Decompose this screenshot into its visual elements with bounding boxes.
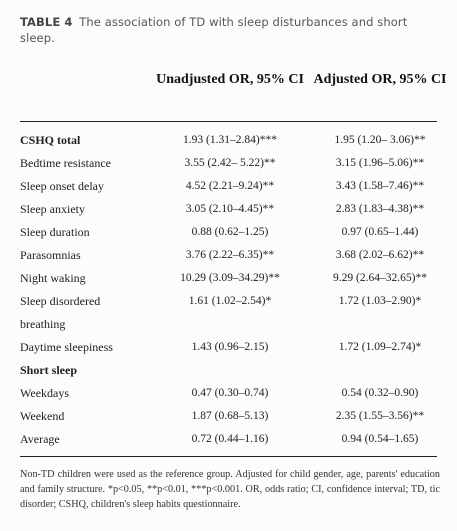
unadjusted-or-cell: 4.52 (2.21–9.24)**: [185, 180, 275, 192]
unadjusted-or-cell: 1.43 (0.96–2.15): [191, 341, 269, 353]
table-row: [0, 221, 457, 244]
unadjusted-or-cell: 1.87 (0.68–5.13): [191, 410, 269, 422]
row-label: CSHQ total: [20, 133, 81, 147]
adjusted-or-cell: 2.35 (1.55–3.56)**: [335, 410, 425, 422]
row-label: breathing: [20, 317, 66, 331]
adjusted-or-cell: 3.15 (1.96–5.06)**: [335, 157, 425, 169]
row-label: Average: [20, 432, 60, 446]
adjusted-or-cell: 2.83 (1.83–4.38)**: [335, 203, 425, 215]
adjusted-or-cell: 1.95 (1.20– 3.06)**: [334, 134, 426, 146]
unadjusted-or-cell: 3.55 (2.42– 5.22)**: [184, 157, 276, 169]
table-row: [0, 244, 457, 267]
unadjusted-or-cell: 3.05 (2.10–4.45)**: [185, 203, 275, 215]
table-caption: [20, 14, 440, 46]
row-label: Weekend: [20, 409, 65, 423]
table-row: [0, 359, 457, 382]
adjusted-or-cell: 3.43 (1.58–7.46)**: [335, 180, 425, 192]
table-footnote: Non-TD children were used as the reference group. Adjusted for child gender, age, parents' education and family structure. *p<0.05, **p<0.01, ***p<0.001. OR, odds ratio; CI, confidence interval; TD, tic disorder; CSHQ, children's sleep habits questionnaire.: [20, 469, 440, 510]
unadjusted-or-cell: 0.88 (0.62–1.25): [191, 226, 269, 238]
unadjusted-or-cell: 3.76 (2.22–6.35)**: [185, 249, 275, 261]
adjusted-or-cell: 1.72 (1.09–2.74)*: [338, 341, 422, 353]
table-label: TABLE 4: [20, 15, 73, 29]
table-row: [0, 405, 457, 428]
unadjusted-or-cell: 1.61 (1.02–2.54)*: [188, 295, 272, 307]
row-label: Bedtime resistance: [20, 156, 111, 170]
table-row: [0, 198, 457, 221]
row-label: Night waking: [20, 271, 86, 285]
unadjusted-or-cell: 10.29 (3.09–34.29)**: [180, 272, 280, 284]
header-rule: [20, 121, 437, 122]
row-label: Daytime sleepiness: [20, 340, 113, 354]
table-row: [0, 152, 457, 175]
row-label: Sleep duration: [20, 225, 90, 239]
adjusted-or-cell: 9.29 (2.64–32.65)**: [333, 272, 427, 284]
row-label: Parasomnias: [20, 248, 81, 262]
adjusted-or-cell: 1.72 (1.03–2.90)*: [338, 295, 422, 307]
table-row: [0, 267, 457, 290]
table-row: [0, 129, 457, 152]
column-header-unadjusted: Unadjusted OR, 95% CI: [156, 72, 304, 87]
row-label: Sleep disordered: [20, 294, 101, 308]
row-label: Sleep anxiety: [20, 202, 85, 216]
unadjusted-or-cell: 1.93 (1.31–2.84)***: [183, 134, 277, 146]
table-row: [0, 290, 457, 313]
table-row: [0, 175, 457, 198]
table-row: [0, 428, 457, 451]
adjusted-or-cell: 0.54 (0.32–0.90): [341, 387, 419, 399]
adjusted-or-cell: 3.68 (2.02–6.62)**: [335, 249, 425, 261]
row-label: Short sleep: [20, 363, 77, 377]
bottom-rule: [20, 456, 437, 457]
table-title-text: The association of TD with sleep disturbances and short sleep.: [20, 15, 408, 45]
table-row: [0, 313, 457, 336]
adjusted-or-cell: 0.97 (0.65–1.44): [341, 226, 419, 238]
row-label: Weekdays: [20, 386, 70, 400]
adjusted-or-cell: 0.94 (0.54–1.65): [341, 433, 419, 445]
column-header-adjusted: Adjusted OR, 95% CI: [313, 72, 447, 87]
table-row: [0, 382, 457, 405]
unadjusted-or-cell: 0.72 (0.44–1.16): [191, 433, 269, 445]
unadjusted-or-cell: 0.47 (0.30–0.74): [191, 387, 269, 399]
row-label: Sleep onset delay: [20, 179, 104, 193]
table-row: [0, 336, 457, 359]
